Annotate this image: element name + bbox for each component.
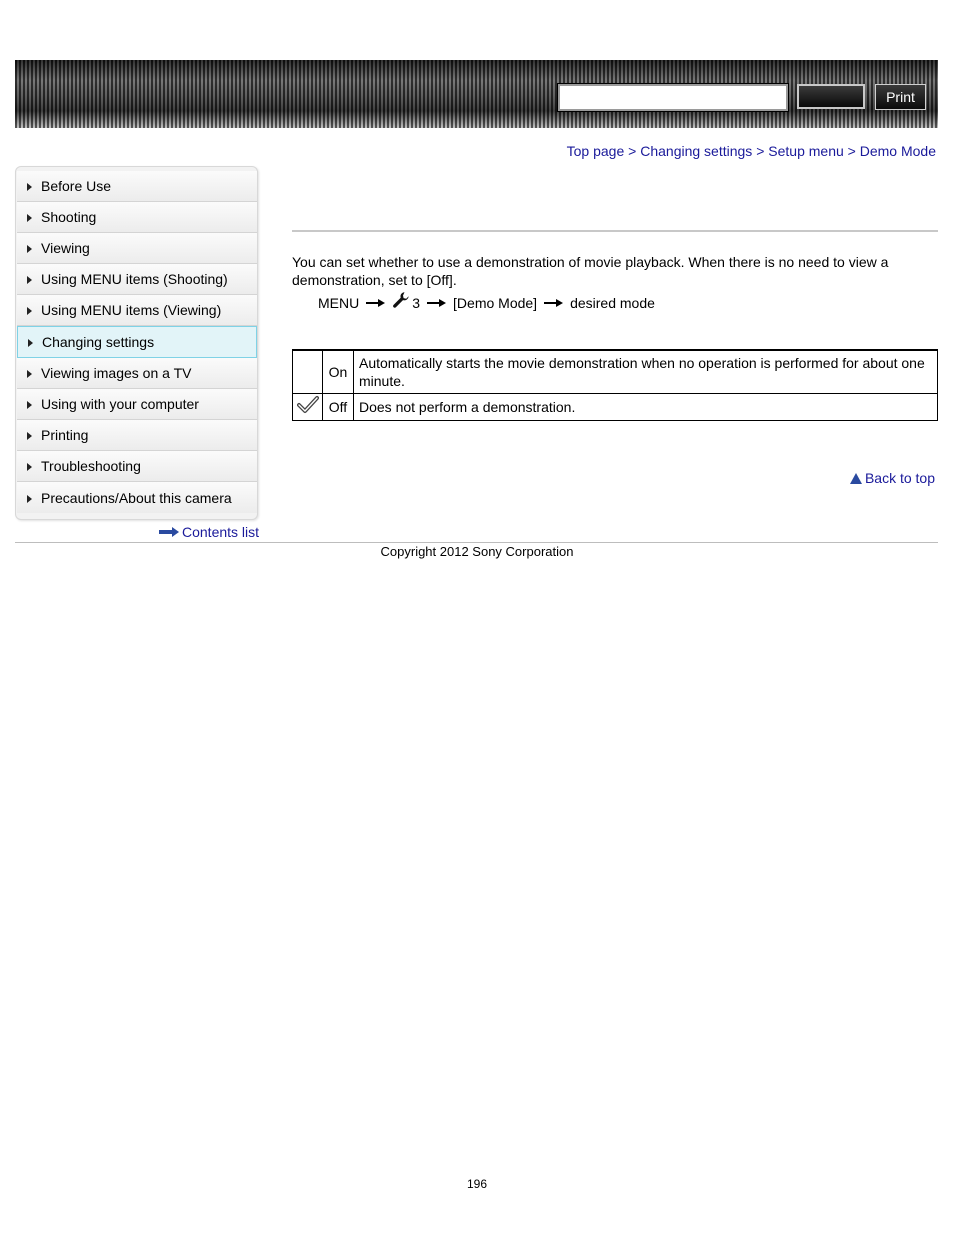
triangle-right-icon <box>27 463 32 471</box>
breadcrumb-separator: > <box>628 143 637 159</box>
sidebar-item-label: Precautions/About this camera <box>41 489 232 506</box>
sidebar-item-menu-shooting[interactable] <box>17 264 257 295</box>
option-description: Does not perform a demonstration. <box>354 394 938 421</box>
breadcrumb-separator: > <box>756 143 765 159</box>
sidebar-item-label: Using with your computer <box>41 396 199 412</box>
sidebar-item-changing-settings[interactable] <box>17 326 257 358</box>
sidebar-item-menu-viewing[interactable] <box>17 295 257 326</box>
breadcrumb-separator: > <box>847 143 856 159</box>
option-description: Automatically starts the movie demonstration when no operation is performed for about one minute. <box>354 350 938 394</box>
sidebar-item-shooting[interactable] <box>17 202 257 233</box>
sidebar-item-label: Viewing images on a TV <box>41 365 192 381</box>
triangle-right-icon <box>27 495 32 503</box>
option-label: On <box>323 350 354 394</box>
back-to-top-label: Back to top <box>864 470 935 486</box>
footer-divider <box>15 542 938 543</box>
search-button[interactable] <box>797 84 865 109</box>
breadcrumb-top-page[interactable]: Top page <box>566 143 625 159</box>
arrow-icon <box>366 298 385 308</box>
table-row <box>293 394 938 421</box>
sidebar-item-precautions[interactable] <box>17 482 257 513</box>
breadcrumb-setup-menu[interactable]: Setup menu <box>768 143 844 159</box>
default-marker-cell <box>293 394 323 421</box>
triangle-right-icon <box>27 214 32 222</box>
menu-path <box>318 295 655 311</box>
breadcrumb-demo-mode[interactable]: Demo Mode <box>859 143 936 159</box>
triangle-right-icon <box>27 245 32 253</box>
sidebar-nav <box>15 166 258 520</box>
contents-list-label: Contents list <box>182 524 260 540</box>
menu-path-number: 3 <box>412 295 421 311</box>
menu-path-item: [Demo Mode] <box>453 295 538 311</box>
sidebar-item-computer[interactable] <box>17 389 257 420</box>
menu-path-mode: desired mode <box>570 295 655 311</box>
sidebar-item-label: Before Use <box>41 178 112 194</box>
arrow-icon <box>544 298 563 308</box>
breadcrumb <box>567 143 936 159</box>
triangle-right-icon <box>27 307 32 315</box>
sidebar-item-before-use[interactable] <box>17 171 257 202</box>
copyright: Copyright 2012 Sony Corporation <box>380 544 574 559</box>
sidebar-item-troubleshooting[interactable] <box>17 451 257 482</box>
wrench-icon <box>392 291 410 309</box>
sidebar-item-label: Shooting <box>41 209 97 225</box>
sidebar-item-label: Changing settings <box>42 334 155 350</box>
triangle-right-icon <box>27 183 32 191</box>
arrow-right-icon <box>159 527 179 537</box>
page-number: 196 <box>466 1177 488 1191</box>
triangle-right-icon <box>28 339 33 347</box>
arrow-icon <box>427 298 446 308</box>
triangle-right-icon <box>27 276 32 284</box>
checkmark-icon <box>297 395 319 415</box>
table-row <box>293 350 938 394</box>
search-input[interactable] <box>558 84 788 111</box>
print-button[interactable]: Print <box>875 84 926 110</box>
sidebar-item-viewing[interactable] <box>17 233 257 264</box>
menu-path-menu: MENU <box>318 295 360 311</box>
triangle-right-icon <box>27 432 32 440</box>
sidebar-item-printing[interactable] <box>17 420 257 451</box>
triangle-right-icon <box>27 370 32 378</box>
sidebar-item-label: Printing <box>41 427 89 443</box>
back-to-top-link[interactable] <box>850 470 935 486</box>
sidebar-item-label: Using MENU items (Shooting) <box>41 271 228 287</box>
sidebar-item-viewing-tv[interactable] <box>17 358 257 389</box>
option-label: Off <box>323 394 354 421</box>
sidebar-item-label: Troubleshooting <box>41 458 141 474</box>
default-marker-cell <box>293 350 323 394</box>
breadcrumb-changing-settings[interactable]: Changing settings <box>640 143 753 159</box>
title-divider <box>292 230 938 232</box>
settings-table <box>292 349 938 421</box>
contents-list-link[interactable] <box>159 524 259 540</box>
triangle-right-icon <box>27 401 32 409</box>
sidebar-item-label: Viewing <box>41 240 90 256</box>
up-triangle-icon <box>850 473 862 484</box>
sidebar-item-label: Using MENU items (Viewing) <box>41 302 222 318</box>
header-bar <box>15 60 938 128</box>
intro-text: You can set whether to use a demonstration of movie playback. When there is no need to view a demonstration, set to [Off]. <box>292 254 889 288</box>
